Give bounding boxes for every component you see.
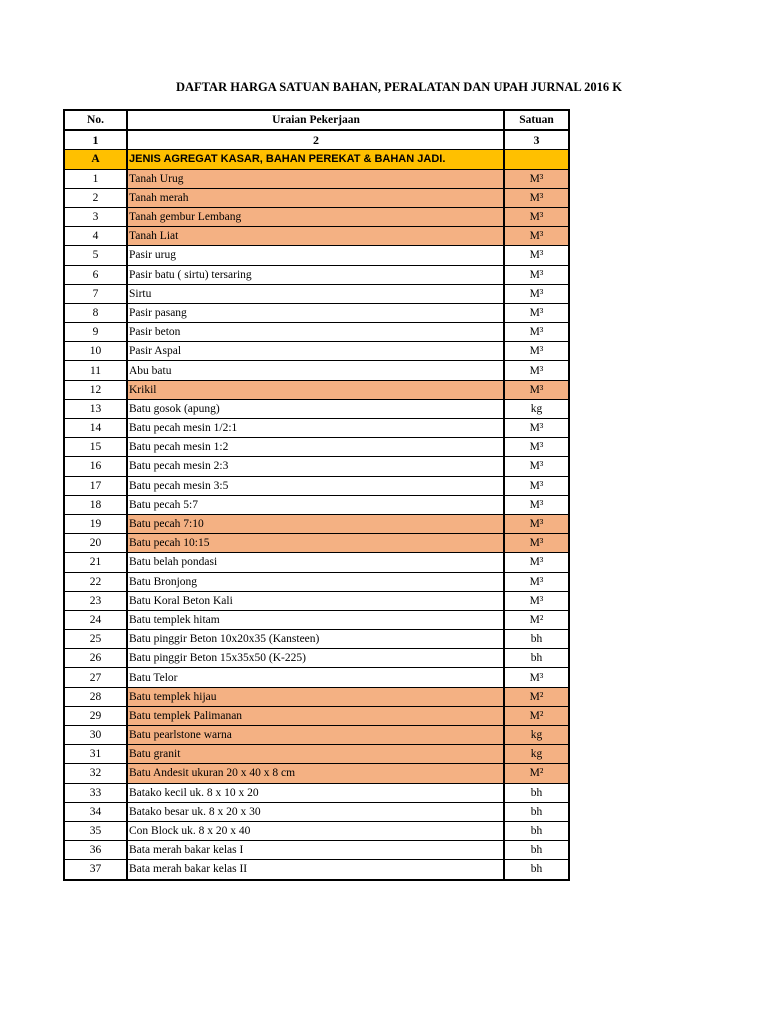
numbering-description: 2 xyxy=(127,130,504,150)
row-description: Batu gosok (apung) xyxy=(127,399,504,418)
table-row xyxy=(64,457,569,476)
row-number: 3 xyxy=(64,207,127,226)
table-row xyxy=(64,821,569,840)
table-row xyxy=(64,380,569,399)
row-unit: M² xyxy=(504,706,569,725)
header-description: Uraian Pekerjaan xyxy=(127,110,504,130)
row-unit: M³ xyxy=(504,457,569,476)
table-row xyxy=(64,630,569,649)
row-description: Batu belah pondasi xyxy=(127,553,504,572)
row-number: 15 xyxy=(64,438,127,457)
row-unit: M² xyxy=(504,687,569,706)
row-description: Bata merah bakar kelas II xyxy=(127,860,504,880)
row-description: Batu templek hijau xyxy=(127,687,504,706)
row-number: 32 xyxy=(64,764,127,783)
row-description: Batu Andesit ukuran 20 x 40 x 8 cm xyxy=(127,764,504,783)
row-number: 19 xyxy=(64,514,127,533)
table-row xyxy=(64,476,569,495)
row-description: Batu Telor xyxy=(127,668,504,687)
row-number: 29 xyxy=(64,706,127,725)
table-row xyxy=(64,802,569,821)
table-row xyxy=(64,514,569,533)
table-row xyxy=(64,227,569,246)
row-number: 36 xyxy=(64,841,127,860)
table-row xyxy=(64,860,569,880)
column-numbering-row xyxy=(64,130,569,150)
row-unit: M² xyxy=(504,764,569,783)
row-number: 12 xyxy=(64,380,127,399)
row-unit: M³ xyxy=(504,342,569,361)
table-row xyxy=(64,188,569,207)
row-unit: kg xyxy=(504,726,569,745)
row-number: 6 xyxy=(64,265,127,284)
table-row xyxy=(64,553,569,572)
table-row xyxy=(64,687,569,706)
row-number: 21 xyxy=(64,553,127,572)
row-unit: bh xyxy=(504,821,569,840)
row-unit: kg xyxy=(504,399,569,418)
row-number: 17 xyxy=(64,476,127,495)
row-description: Tanah Liat xyxy=(127,227,504,246)
row-description: Batu pecah 5:7 xyxy=(127,495,504,514)
header-no: No. xyxy=(64,110,127,130)
row-unit: M³ xyxy=(504,514,569,533)
row-number: 26 xyxy=(64,649,127,668)
row-number: 33 xyxy=(64,783,127,802)
row-unit: M³ xyxy=(504,227,569,246)
row-description: Pasir batu ( sirtu) tersaring xyxy=(127,265,504,284)
row-description: Tanah merah xyxy=(127,188,504,207)
table-row xyxy=(64,169,569,188)
row-description: Sirtu xyxy=(127,284,504,303)
row-number: 1 xyxy=(64,169,127,188)
table-row xyxy=(64,284,569,303)
row-description: Batu pecah 10:15 xyxy=(127,534,504,553)
row-number: 13 xyxy=(64,399,127,418)
row-description: Batu pecah mesin 1/2:1 xyxy=(127,419,504,438)
row-unit: bh xyxy=(504,630,569,649)
row-number: 24 xyxy=(64,610,127,629)
section-letter: A xyxy=(64,150,127,169)
row-number: 7 xyxy=(64,284,127,303)
row-number: 14 xyxy=(64,419,127,438)
row-number: 8 xyxy=(64,303,127,322)
table-header-row xyxy=(64,110,569,130)
row-number: 27 xyxy=(64,668,127,687)
header-unit: Satuan xyxy=(504,110,569,130)
table-row xyxy=(64,745,569,764)
row-unit: bh xyxy=(504,802,569,821)
table-row xyxy=(64,841,569,860)
row-number: 30 xyxy=(64,726,127,745)
row-unit: bh xyxy=(504,783,569,802)
row-description: Batu granit xyxy=(127,745,504,764)
row-description: Batu pinggir Beton 10x20x35 (Kansteen) xyxy=(127,630,504,649)
table-row xyxy=(64,419,569,438)
row-description: Batu pecah mesin 3:5 xyxy=(127,476,504,495)
numbering-unit: 3 xyxy=(504,130,569,150)
row-description: Bata merah bakar kelas I xyxy=(127,841,504,860)
row-number: 10 xyxy=(64,342,127,361)
row-number: 25 xyxy=(64,630,127,649)
row-number: 20 xyxy=(64,534,127,553)
row-number: 35 xyxy=(64,821,127,840)
row-description: Tanah gembur Lembang xyxy=(127,207,504,226)
table-row xyxy=(64,572,569,591)
row-number: 11 xyxy=(64,361,127,380)
row-description: Batu pecah 7:10 xyxy=(127,514,504,533)
row-number: 28 xyxy=(64,687,127,706)
row-number: 9 xyxy=(64,323,127,342)
row-description: Pasir urug xyxy=(127,246,504,265)
row-unit: M³ xyxy=(504,553,569,572)
table-row xyxy=(64,361,569,380)
row-number: 22 xyxy=(64,572,127,591)
row-unit: M³ xyxy=(504,591,569,610)
row-description: Batu Koral Beton Kali xyxy=(127,591,504,610)
row-unit: M³ xyxy=(504,284,569,303)
table-row xyxy=(64,649,569,668)
table-row xyxy=(64,783,569,802)
row-unit: M³ xyxy=(504,534,569,553)
row-unit: bh xyxy=(504,860,569,880)
row-description: Pasir pasang xyxy=(127,303,504,322)
row-unit: M³ xyxy=(504,438,569,457)
row-number: 18 xyxy=(64,495,127,514)
table-row xyxy=(64,495,569,514)
row-number: 16 xyxy=(64,457,127,476)
row-description: Pasir beton xyxy=(127,323,504,342)
table-row xyxy=(64,534,569,553)
row-unit: M³ xyxy=(504,188,569,207)
table-row xyxy=(64,438,569,457)
table-row xyxy=(64,610,569,629)
table-row xyxy=(64,706,569,725)
row-description: Batako kecil uk. 8 x 10 x 20 xyxy=(127,783,504,802)
document-title: DAFTAR HARGA SATUAN BAHAN, PERALATAN DAN UPAH JURNAL 2016 K xyxy=(175,80,623,94)
table-row xyxy=(64,726,569,745)
row-description: Tanah Urug xyxy=(127,169,504,188)
row-unit: M³ xyxy=(504,361,569,380)
section-row xyxy=(64,150,569,169)
row-description: Batu pinggir Beton 15x35x50 (K-225) xyxy=(127,649,504,668)
row-description: Batu templek Palimanan xyxy=(127,706,504,725)
row-unit: M³ xyxy=(504,668,569,687)
row-description: Abu batu xyxy=(127,361,504,380)
row-number: 31 xyxy=(64,745,127,764)
row-unit: bh xyxy=(504,841,569,860)
row-unit: M² xyxy=(504,610,569,629)
numbering-no: 1 xyxy=(64,130,127,150)
row-number: 23 xyxy=(64,591,127,610)
row-description: Krikil xyxy=(127,380,504,399)
row-number: 37 xyxy=(64,860,127,880)
row-number: 34 xyxy=(64,802,127,821)
row-unit: bh xyxy=(504,649,569,668)
row-description: Batu pecah mesin 1:2 xyxy=(127,438,504,457)
table-row xyxy=(64,265,569,284)
row-unit: M³ xyxy=(504,495,569,514)
section-unit xyxy=(504,150,569,169)
price-table xyxy=(63,109,570,881)
table-row xyxy=(64,323,569,342)
section-title: JENIS AGREGAT KASAR, BAHAN PEREKAT & BAHAN JADI. xyxy=(127,150,504,169)
row-unit: M³ xyxy=(504,169,569,188)
row-number: 4 xyxy=(64,227,127,246)
row-description: Batu Bronjong xyxy=(127,572,504,591)
row-description: Batu pecah mesin 2:3 xyxy=(127,457,504,476)
row-description: Batu pearlstone warna xyxy=(127,726,504,745)
row-description: Batako besar uk. 8 x 20 x 30 xyxy=(127,802,504,821)
row-unit: M³ xyxy=(504,265,569,284)
table-row xyxy=(64,399,569,418)
row-number: 2 xyxy=(64,188,127,207)
table-row xyxy=(64,246,569,265)
table-row xyxy=(64,303,569,322)
row-unit: M³ xyxy=(504,323,569,342)
row-description: Con Block uk. 8 x 20 x 40 xyxy=(127,821,504,840)
row-description: Pasir Aspal xyxy=(127,342,504,361)
row-number: 5 xyxy=(64,246,127,265)
table-row xyxy=(64,591,569,610)
row-unit: M³ xyxy=(504,572,569,591)
row-unit: M³ xyxy=(504,476,569,495)
table-row xyxy=(64,764,569,783)
table-row xyxy=(64,207,569,226)
row-unit: kg xyxy=(504,745,569,764)
table-row xyxy=(64,342,569,361)
row-unit: M³ xyxy=(504,303,569,322)
row-unit: M³ xyxy=(504,207,569,226)
row-unit: M³ xyxy=(504,419,569,438)
table-row xyxy=(64,668,569,687)
row-unit: M³ xyxy=(504,380,569,399)
row-description: Batu templek hitam xyxy=(127,610,504,629)
row-unit: M³ xyxy=(504,246,569,265)
